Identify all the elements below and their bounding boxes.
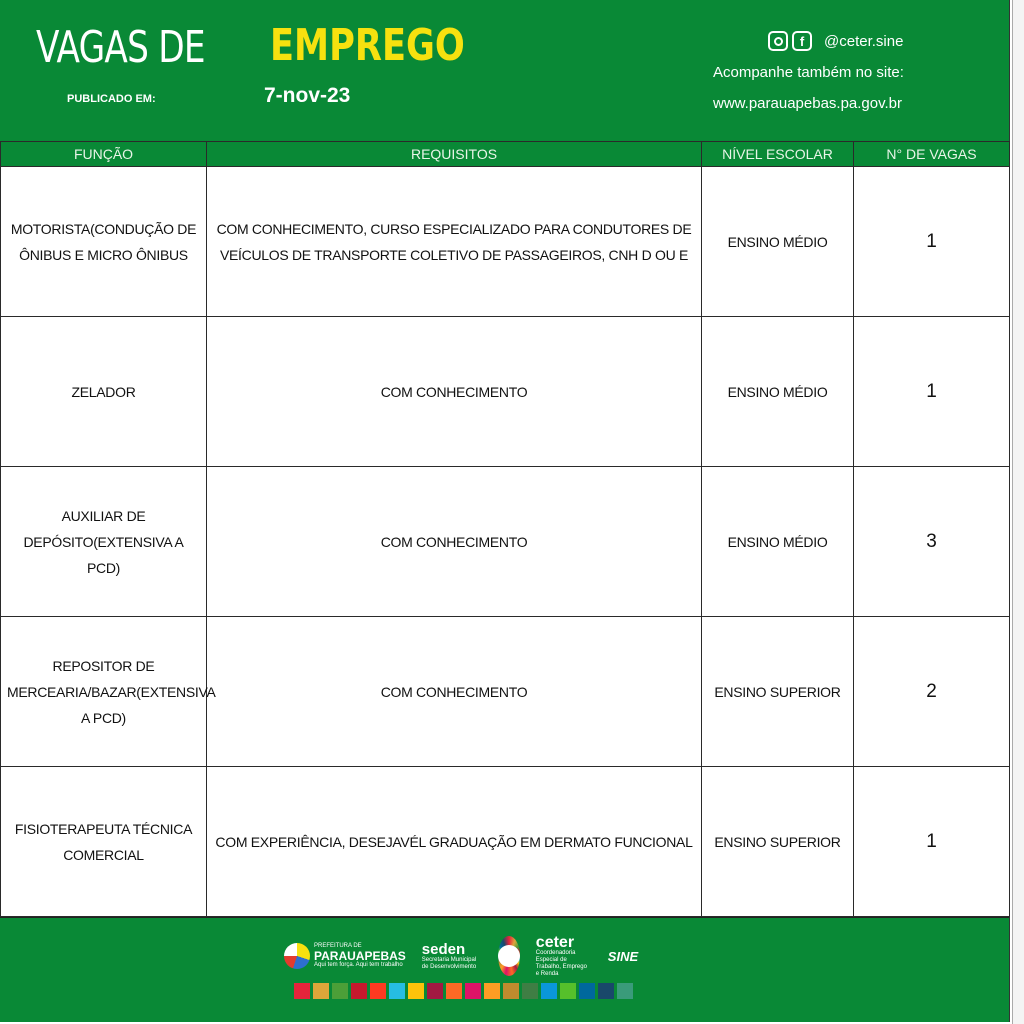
sdg-goal-icon — [370, 983, 386, 999]
sdg-goal-icon — [484, 983, 500, 999]
seden-label: seden — [421, 940, 466, 958]
cell-funcao: MOTORISTA(CONDUÇÃO DE ÔNIBUS E MICRO ÔNIBUS — [1, 167, 207, 317]
published-date: 7-nov-23 — [264, 84, 351, 107]
title-part1: VAGAS DE — [36, 22, 205, 73]
cell-requisitos: COM CONHECIMENTO — [207, 317, 702, 467]
prefeitura-label: PARAUAPEBAS — [314, 949, 406, 963]
ceter-subtitle: Coordenadoria Especial de Trabalho, Emprego e Renda — [535, 949, 587, 977]
sdg-goal-icon — [332, 983, 348, 999]
seden-subtitle: Secretaria Municipal de Desenvolvimento — [421, 956, 477, 970]
cell-vagas: 1 — [854, 767, 1010, 917]
sdg-goal-icon — [408, 983, 424, 999]
cell-nivel: ENSINO MÉDIO — [702, 167, 854, 317]
cell-vagas: 3 — [854, 467, 1010, 617]
cell-funcao: FISIOTERAPEUTA TÉCNICA COMERCIAL — [1, 767, 207, 917]
column-header-funcao: FUNÇÃO — [1, 142, 207, 167]
sdg-goal-icon — [465, 983, 481, 999]
ceter-logo — [536, 935, 592, 978]
cell-requisitos: COM EXPERIÊNCIA, DESEJAVÉL GRADUAÇÃO EM DERMATO FUNCIONAL — [207, 767, 702, 917]
sdg-goal-icon — [389, 983, 405, 999]
published-label: PUBLICADO EM: — [67, 93, 156, 105]
partner-logos — [284, 933, 639, 977]
table-row — [1, 767, 1010, 917]
sdg-goal-icon — [579, 983, 595, 999]
cell-requisitos: COM CONHECIMENTO, CURSO ESPECIALIZADO PARA CONDUTORES DE VEÍCULOS DE TRANSPORTE COLETIVO DE PASSAGEIROS, CNH D OU E — [207, 167, 702, 317]
cell-funcao: AUXILIAR DE DEPÓSITO(EXTENSIVA A PCD) — [1, 467, 207, 617]
sine-logo: SINE — [607, 948, 639, 964]
cell-vagas: 1 — [854, 167, 1010, 317]
cell-nivel: ENSINO SUPERIOR — [702, 617, 854, 767]
cell-funcao: REPOSITOR DE MERCEARIA/BAZAR(EXTENSIVA A PCD) — [1, 617, 207, 767]
cell-nivel: ENSINO MÉDIO — [702, 467, 854, 617]
sdg-goal-icon — [522, 983, 538, 999]
jobs-table — [0, 141, 1010, 917]
prefeitura-logo — [284, 943, 406, 969]
title-part2: EMPREGO — [270, 20, 465, 71]
sdg-icons-row — [294, 983, 633, 999]
cell-requisitos: COM CONHECIMENTO — [207, 617, 702, 767]
cell-requisitos: COM CONHECIMENTO — [207, 467, 702, 617]
column-header-requisitos: REQUISITOS — [207, 142, 702, 167]
table-row — [1, 617, 1010, 767]
sdg-goal-icon — [313, 983, 329, 999]
column-header-nivel-escolar: NÍVEL ESCOLAR — [702, 142, 854, 167]
cell-nivel: ENSINO MÉDIO — [702, 317, 854, 467]
cell-vagas: 1 — [854, 317, 1010, 467]
site-label: Acompanhe também no site: — [713, 64, 904, 81]
sdg-goal-icon — [427, 983, 443, 999]
cell-nivel: ENSINO SUPERIOR — [702, 767, 854, 917]
instagram-icon[interactable] — [768, 31, 788, 51]
table-row — [1, 317, 1010, 467]
scrollbar[interactable] — [1012, 0, 1024, 1024]
sdg-goal-icon — [294, 983, 310, 999]
sdg-goal-icon — [617, 983, 633, 999]
facebook-icon[interactable]: f — [792, 31, 812, 51]
table-row — [1, 167, 1010, 317]
table-row — [1, 467, 1010, 617]
seden-logo — [422, 942, 482, 971]
footer-banner — [0, 917, 1009, 1022]
cell-vagas: 2 — [854, 617, 1010, 767]
sdg-goal-icon — [446, 983, 462, 999]
social-handle[interactable]: @ceter.sine — [824, 32, 904, 50]
header-banner — [0, 0, 1009, 142]
desenvolve-ring-icon — [498, 936, 520, 976]
social-links — [768, 31, 903, 51]
sdg-goal-icon — [503, 983, 519, 999]
sdg-goal-icon — [541, 983, 557, 999]
ceter-label: ceter — [535, 933, 575, 951]
sdg-goal-icon — [560, 983, 576, 999]
site-url-link[interactable]: www.parauapebas.pa.gov.br — [713, 95, 903, 112]
prefeitura-tagline: Aqui tem força. Aqui tem trabalho — [314, 962, 403, 968]
sdg-goal-icon — [598, 983, 614, 999]
prefeitura-emblem-icon — [284, 943, 310, 969]
table-header-row — [1, 142, 1010, 167]
sdg-goal-icon — [351, 983, 367, 999]
cell-funcao: ZELADOR — [1, 317, 207, 467]
prefeitura-label-small: PREFEITURA DE — [314, 943, 362, 949]
column-header-vagas: N° DE VAGAS — [854, 142, 1010, 167]
